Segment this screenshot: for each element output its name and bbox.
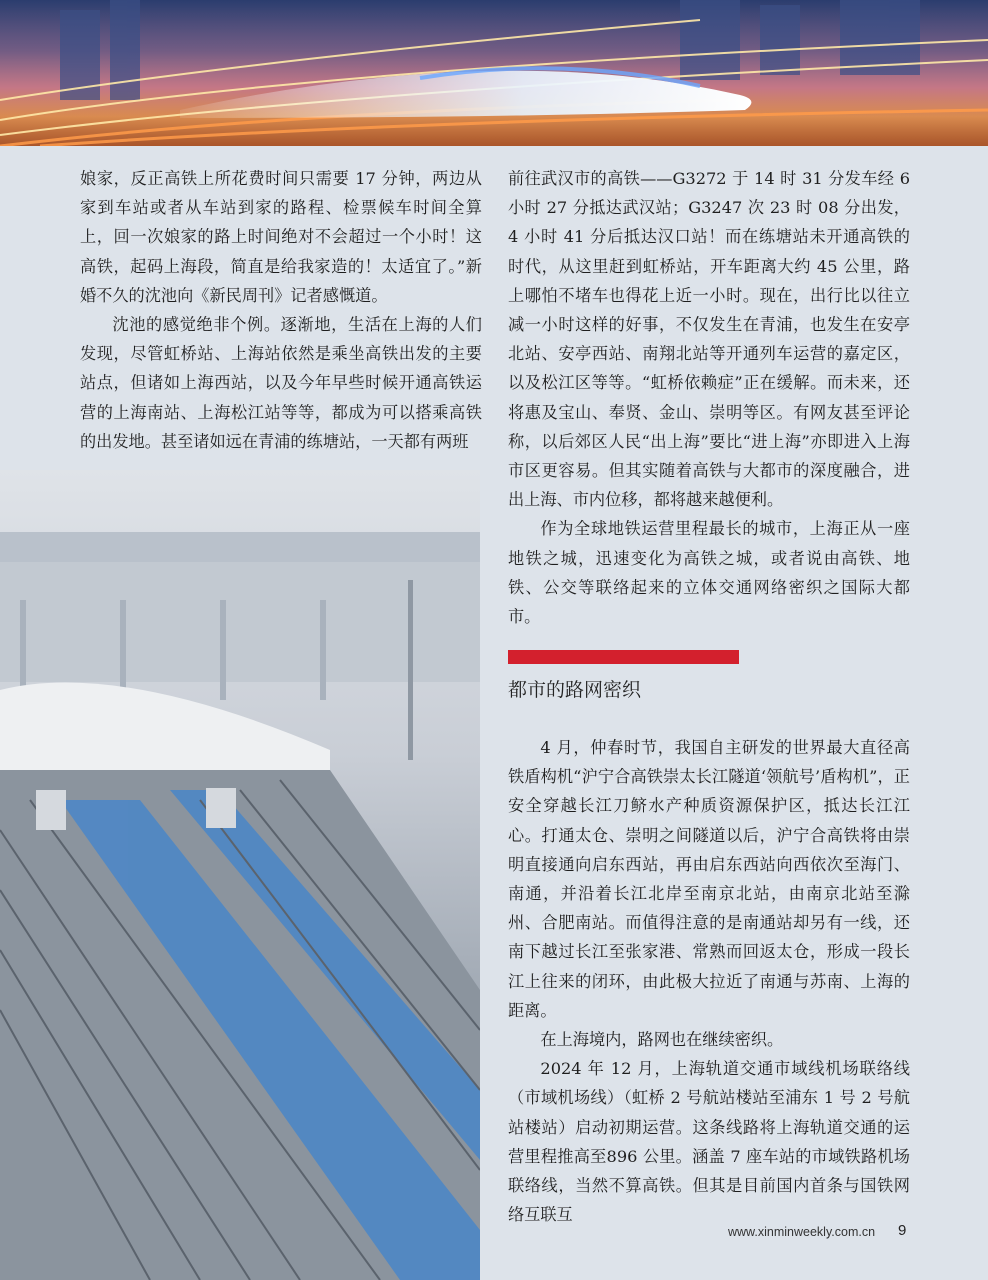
page-number: 9 bbox=[898, 1222, 907, 1239]
paragraph: 沈池的感觉绝非个例。逐渐地，生活在上海的人们发现，尽管虹桥站、上海站依然是乘坐高铁出发的主要站点，但诸如上海西站，以及今年早些时候开通高铁运营的上海南站、上海松江站等等，都成为可以搭乘高铁的出发地。甚至诸如远在青浦的练塘站，一天都有两班 bbox=[80, 315, 482, 451]
railway-station-photo bbox=[0, 470, 480, 1280]
paragraph: 前往武汉市的高铁——G3272 于 14 时 31 分发车经 6 小时 27 分抵达武汉站；G3247 次 23 时 08 分出发，4 小时 41 分后抵达汉口站！而在练塘站未开通高铁的时代，从这里赶到虹桥站，开车距离大约 45 公里，路上哪怕不堵车也得花上近一小时。现在，出行比以往立减一小时这样的好事，不仅发生在青浦，也发生在安亭北站、安亭西站、南翔北站等开通列车运营的嘉定区，以及松江区等等。“虹桥依赖症”正在缓解。而未来，还将惠及宝山、奉贤、金山、崇明等区。有网友甚至评论称，以后郊区人民“出上海”要比“进上海”亦即进入上海市区更容易。但其实随着高铁与大都市的深度融合，进出上海、市内位移，都将越来越便利。 bbox=[508, 169, 910, 510]
right-text-column-top bbox=[508, 164, 910, 631]
section-title: 都市的路网密织 bbox=[508, 679, 642, 701]
footer-url: www.xinminweekly.com.cn bbox=[728, 1225, 876, 1239]
left-text-column bbox=[80, 164, 482, 456]
paragraph: 娘家，反正高铁上所花费时间只需要 17 分钟，两边从家到车站或者从车站到家的路程、检票候车时间全算上，回一次娘家的路上时间绝对不会超过一个小时！这高铁，起码上海段，简直是给我家造的！太适宜了。”新婚不久的沈池向《新民周刊》记者感慨道。 bbox=[80, 169, 482, 305]
paragraph: 2024 年 12 月，上海轨道交通市域线机场联络线（市域机场线）（虹桥 2 号航站楼站至浦东 1 号 2 号航站楼站）启动初期运营。这条线路将上海轨道交通的运营里程推高至896 公里。涵盖 7 座车站的市域铁路机场联络线，当然不算高铁。但其是目前国内首条与国铁网络互联互 bbox=[508, 1059, 910, 1225]
paragraph: 作为全球地铁运营里程最长的城市，上海正从一座地铁之城，迅速变化为高铁之城，或者说由高铁、地铁、公交等联络起来的立体交通网络密织之国际大都市。 bbox=[508, 519, 910, 627]
section-accent-bar bbox=[508, 650, 739, 664]
paragraph: 4 月，仲春时节，我国自主研发的世界最大直径高铁盾构机“沪宁合高铁崇太长江隧道‘领航号’盾构机”，正安全穿越长江刀鲚水产种质资源保护区，抵达长江江心。打通太仓、崇明之间隧道以后，沪宁合高铁将由崇明直接通向启东西站，再由启东西站向西依次至海门、南通，并沿着长江北岸至南京北站，由南京北站至滁州、合肥南站。而值得注意的是南通站却另有一线，还南下越过长江至张家港、常熟而回返太仓，形成一段长江上往来的闭环，由此极大拉近了南通与苏南、上海的距离。 bbox=[508, 738, 910, 1020]
hero-train-image bbox=[0, 0, 988, 146]
paragraph: 在上海境内，路网也在继续密织。 bbox=[540, 1030, 784, 1050]
right-text-column-bottom bbox=[508, 733, 910, 1229]
